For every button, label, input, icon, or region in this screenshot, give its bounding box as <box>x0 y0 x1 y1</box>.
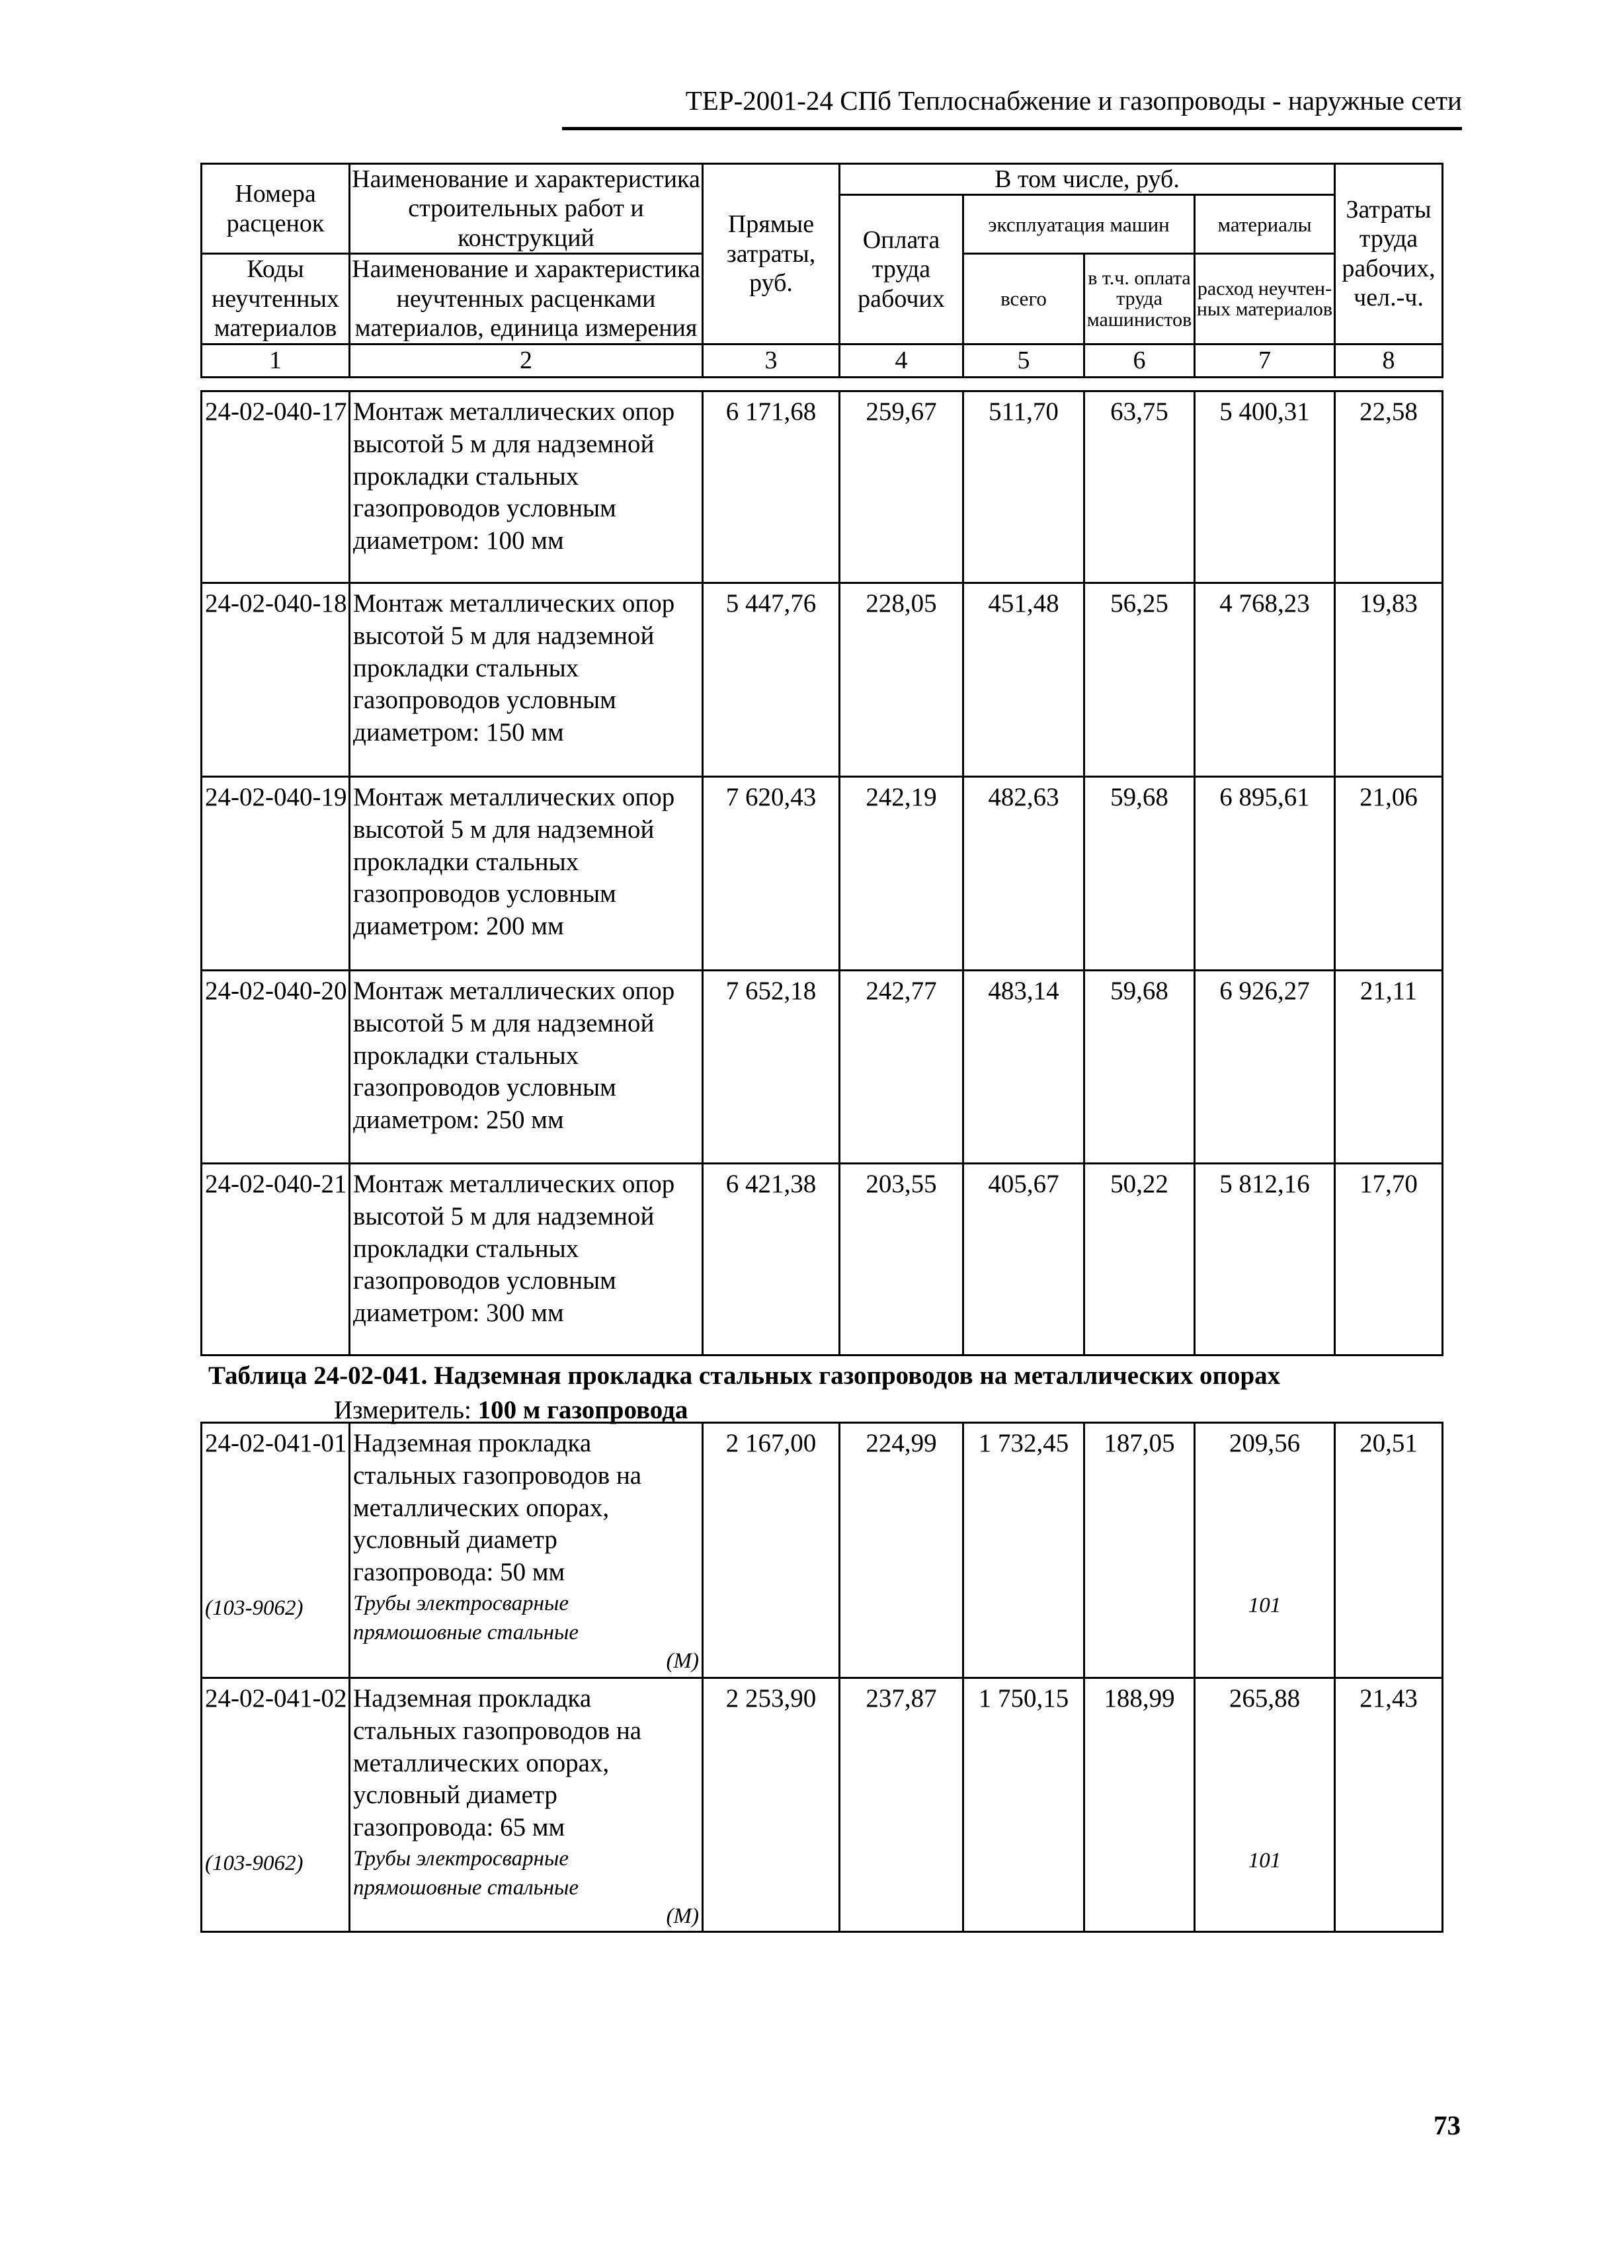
machines-total: 483,14 <box>963 971 1084 1164</box>
direct-costs: 2 253,90 <box>703 1678 840 1932</box>
work-description <box>350 1678 703 1932</box>
header-col2-bottom: Наименование и характеристика неучтенных расценками материалов, единица измерения <box>350 254 703 344</box>
spacer <box>205 1460 348 1592</box>
header-rule <box>562 127 1462 130</box>
table-row <box>202 1678 1443 1932</box>
labor-pay: 259,67 <box>840 391 963 583</box>
table-041-rows <box>200 1422 1443 1933</box>
machinists-pay: 188,99 <box>1084 1678 1195 1932</box>
table-row <box>202 1423 1443 1678</box>
machinists-pay: 56,25 <box>1084 583 1195 777</box>
labor-pay: 228,05 <box>840 583 963 777</box>
materials-cost: 6 926,27 <box>1195 971 1335 1164</box>
rate-code <box>202 1423 350 1678</box>
work-description: Монтаж металлических опор высотой 5 м для надземной прокладки стальных газопроводов условным диаметром: 200 мм <box>350 777 703 971</box>
column-number: 3 <box>703 344 840 377</box>
rate-code: 24-02-040-17 <box>202 391 350 583</box>
meter-label: Измеритель: <box>334 1396 471 1424</box>
header-group: В том числе, руб. <box>840 164 1335 195</box>
table-row <box>202 391 1443 583</box>
labor-pay: 242,19 <box>840 777 963 971</box>
column-number: 6 <box>1084 344 1195 377</box>
labor-hours: 19,83 <box>1335 583 1443 777</box>
material-code: (103-9062) <box>205 1596 304 1620</box>
direct-costs: 7 620,43 <box>703 777 840 971</box>
machinists-pay: 59,68 <box>1084 971 1195 1164</box>
header-col5: всего <box>963 254 1084 344</box>
labor-hours: 17,70 <box>1335 1164 1443 1356</box>
rate-code-value: 24-02-041-02 <box>205 1684 347 1713</box>
header-col3: Прямые затраты, руб. <box>703 164 840 344</box>
table-row <box>202 777 1443 971</box>
column-number: 4 <box>840 344 963 377</box>
header-materials: материалы <box>1195 195 1335 254</box>
machinists-pay: 50,22 <box>1084 1164 1195 1356</box>
materials-cost: 5 400,31 <box>1195 391 1335 583</box>
materials-cost-value: 209,56 <box>1229 1429 1301 1457</box>
table-040-rows <box>200 390 1443 1356</box>
labor-hours: 22,58 <box>1335 391 1443 583</box>
labor-pay: 203,55 <box>840 1164 963 1356</box>
rate-code: 24-02-040-20 <box>202 971 350 1164</box>
table-row <box>202 1164 1443 1356</box>
column-number: 5 <box>963 344 1084 377</box>
header-machines: эксплуатация машин <box>963 195 1195 254</box>
column-number: 7 <box>1195 344 1335 377</box>
material-name: Трубы электросварные прямошовные стальные <box>353 1846 579 1900</box>
work-description: Монтаж металлических опор высотой 5 м для надземной прокладки стальных газопроводов условным диаметром: 250 мм <box>350 971 703 1164</box>
labor-hours: 21,06 <box>1335 777 1443 971</box>
table-041-meter <box>334 1395 688 1425</box>
machines-total: 451,48 <box>963 583 1084 777</box>
spacer <box>205 1715 348 1847</box>
table-row <box>202 583 1443 777</box>
machines-total: 1 732,45 <box>963 1423 1084 1678</box>
direct-costs: 6 421,38 <box>703 1164 840 1356</box>
labor-pay: 237,87 <box>840 1678 963 1932</box>
table-041-title: Таблица 24-02-041. Надземная прокладка стальных газопроводов на металлических опорах <box>208 1361 1281 1390</box>
machines-total: 1 750,15 <box>963 1678 1084 1932</box>
material-code: (103-9062) <box>205 1851 304 1875</box>
meter-value: 100 м газопровода <box>477 1396 688 1424</box>
machinists-pay: 187,05 <box>1084 1423 1195 1678</box>
labor-hours: 21,11 <box>1335 971 1443 1164</box>
machines-total: 405,67 <box>963 1164 1084 1356</box>
direct-costs: 6 171,68 <box>703 391 840 583</box>
labor-pay: 224,99 <box>840 1423 963 1678</box>
materials-cost: 4 768,23 <box>1195 583 1335 777</box>
column-number: 8 <box>1335 344 1443 377</box>
materials-cost: 6 895,61 <box>1195 777 1335 971</box>
materials-cost-value: 265,88 <box>1229 1684 1301 1713</box>
direct-costs: 2 167,00 <box>703 1423 840 1678</box>
material-quantity: 101 <box>1248 1593 1281 1617</box>
rate-code: 24-02-040-19 <box>202 777 350 971</box>
header-col1-bottom: Коды неучтенных материалов <box>202 254 350 344</box>
machinists-pay: 59,68 <box>1084 777 1195 971</box>
direct-costs: 7 652,18 <box>703 971 840 1164</box>
direct-costs: 5 447,76 <box>703 583 840 777</box>
machines-total: 511,70 <box>963 391 1084 583</box>
column-number: 2 <box>350 344 703 377</box>
header-col2-top: Наименование и характеристика строительных работ и конструкций <box>350 164 703 254</box>
spacer <box>1196 1460 1334 1592</box>
rate-code <box>202 1678 350 1932</box>
machines-total: 482,63 <box>963 777 1084 971</box>
machinists-pay: 63,75 <box>1084 391 1195 583</box>
header-col7: расход неучтен-ных материалов <box>1195 254 1335 344</box>
spacer <box>1196 1715 1334 1847</box>
material-unit: (М) <box>666 1648 699 1673</box>
table-header <box>200 163 1443 378</box>
materials-cost <box>1195 1678 1335 1932</box>
header-col8: Затраты труда рабочих, чел.-ч. <box>1335 164 1443 344</box>
header-col6: в т.ч. оплата труда машинистов <box>1084 254 1195 344</box>
header-col1-top: Номера расценок <box>202 164 350 254</box>
materials-cost <box>1195 1423 1335 1678</box>
work-name: Надземная прокладка стальных газопроводов на металлических опорах, условный диаметр газопровода: 65 мм <box>353 1684 642 1842</box>
labor-hours: 20,51 <box>1335 1423 1443 1678</box>
running-header: ТЕР-2001-24 СПб Теплоснабжение и газопроводы - наружные сети <box>685 85 1462 116</box>
work-description: Монтаж металлических опор высотой 5 м для надземной прокладки стальных газопроводов условным диаметром: 150 мм <box>350 583 703 777</box>
material-quantity: 101 <box>1248 1848 1281 1873</box>
rate-code: 24-02-040-18 <box>202 583 350 777</box>
rate-code-value: 24-02-041-01 <box>205 1429 347 1457</box>
table-row <box>202 971 1443 1164</box>
materials-cost: 5 812,16 <box>1195 1164 1335 1356</box>
material-unit: (М) <box>666 1904 699 1928</box>
header-col4: Оплата труда рабочих <box>840 195 963 344</box>
labor-pay: 242,77 <box>840 971 963 1164</box>
column-number: 1 <box>202 344 350 377</box>
work-description <box>350 1423 703 1678</box>
material-name: Трубы электросварные прямошовные стальные <box>353 1591 579 1645</box>
labor-hours: 21,43 <box>1335 1678 1443 1932</box>
page-number: 73 <box>1434 2110 1461 2140</box>
work-name: Надземная прокладка стальных газопроводов на металлических опорах, условный диаметр газопровода: 50 мм <box>353 1429 642 1586</box>
work-description: Монтаж металлических опор высотой 5 м для надземной прокладки стальных газопроводов условным диаметром: 100 мм <box>350 391 703 583</box>
rate-code: 24-02-040-21 <box>202 1164 350 1356</box>
work-description: Монтаж металлических опор высотой 5 м для надземной прокладки стальных газопроводов условным диаметром: 300 мм <box>350 1164 703 1356</box>
